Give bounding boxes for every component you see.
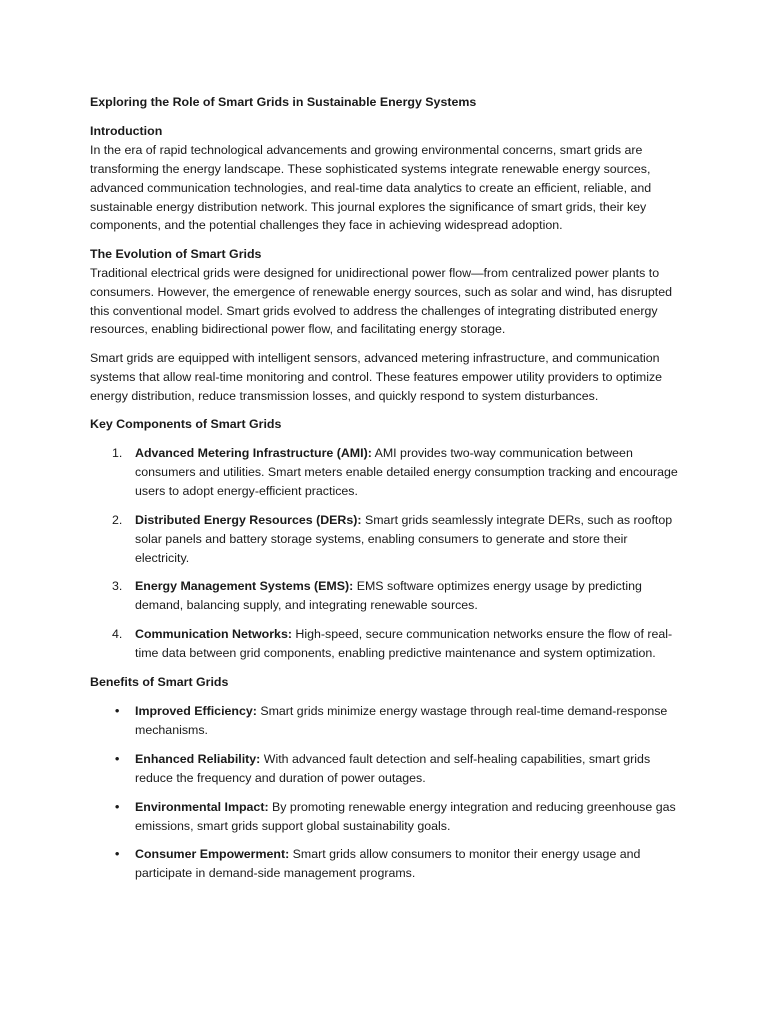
list-item-term: Improved Efficiency: [135,703,257,718]
list-number: 1. [112,446,123,460]
list-item [90,750,680,788]
list-item-term: Energy Management Systems (EMS): [135,579,354,594]
document-page [90,93,680,893]
components-list [90,444,680,663]
list-item-term: Environmental Impact: [135,799,269,814]
list-item [90,577,680,615]
evolution-paragraph-1: Traditional electrical grids were designed for unidirectional power flow—from centralized power plants to consumers. However, the emergence of renewable energy sources, such as solar and wind, has disrupted this conventional model. Smart grids evolved to address the challenges of integrating distributed energy resources, enabling bidirectional power flow, and facilitating energy storage. [90,265,672,337]
bullet-marker: • [115,799,120,814]
bullet-marker: • [115,847,120,862]
list-item [90,511,680,568]
list-number: 3. [112,579,123,594]
components-heading: Key Components of Smart Grids [90,417,282,432]
list-item [90,845,680,883]
list-item-text: EMS software optimizes energy usage by predicting demand, balancing supply, and integrating renewable sources. [135,579,642,613]
list-item-term: Advanced Metering Infrastructure (AMI): [135,446,372,460]
list-item-text: Smart grids allow consumers to monitor their energy usage and participate in demand-side management programs. [135,847,641,881]
introduction-heading: Introduction [90,123,163,138]
list-item-term: Communication Networks: [135,627,292,642]
evolution-paragraph-2: Smart grids are equipped with intelligent sensors, advanced metering infrastructure, and communication systems that allow real-time monitoring and control. These features empower utility providers to optimize energy distribution, reduce transmission losses, and quickly respond to system disturbances. [90,350,663,403]
list-item [90,444,680,501]
list-item-text: Smart grids minimize energy wastage through real-time demand-response mechanisms. [135,703,668,737]
list-item-text: With advanced fault detection and self-healing capabilities, smart grids reduce the frequency and duration of power outages. [135,751,651,785]
list-item [90,798,680,836]
bullet-marker: • [115,751,120,766]
document-title: Exploring the Role of Smart Grids in Sustainable Energy Systems [90,95,477,109]
benefits-list [90,702,680,883]
list-item [90,625,680,663]
list-item [90,702,680,740]
list-item-term: Distributed Energy Resources (DERs): [135,512,362,527]
list-item-text: AMI provides two-way communication between consumers and utilities. Smart meters enable detailed energy consumption tracking and encourage users to adopt energy-efficient practices. [135,446,678,498]
list-number: 2. [112,512,123,527]
list-item-term: Consumer Empowerment: [135,847,290,862]
introduction-paragraph: In the era of rapid technological advancements and growing environmental concerns, smart grids are transforming the energy landscape. These sophisticated systems integrate renewable energy sources, advanced communication technologies, and real-time data analytics to create an efficient, reliable, and sustainable energy distribution network. This journal explores the significance of smart grids, their key components, and the potential challenges they face in achieving widespread adoption. [90,142,652,233]
evolution-heading: The Evolution of Smart Grids [90,246,262,261]
benefits-heading: Benefits of Smart Grids [90,675,229,690]
list-item-term: Enhanced Reliability: [135,751,261,766]
list-item-text: Smart grids seamlessly integrate DERs, such as rooftop solar panels and battery storage systems, enabling consumers to generate and store their electricity. [135,512,673,565]
bullet-marker: • [115,703,120,718]
list-number: 4. [112,627,123,642]
list-item-text: High-speed, secure communication networks ensure the flow of real-time data between grid components, enabling predictive maintenance and system optimization. [135,627,673,661]
list-item-text: By promoting renewable energy integration and reducing greenhouse gas emissions, smart grids support global sustainability goals. [135,799,676,833]
